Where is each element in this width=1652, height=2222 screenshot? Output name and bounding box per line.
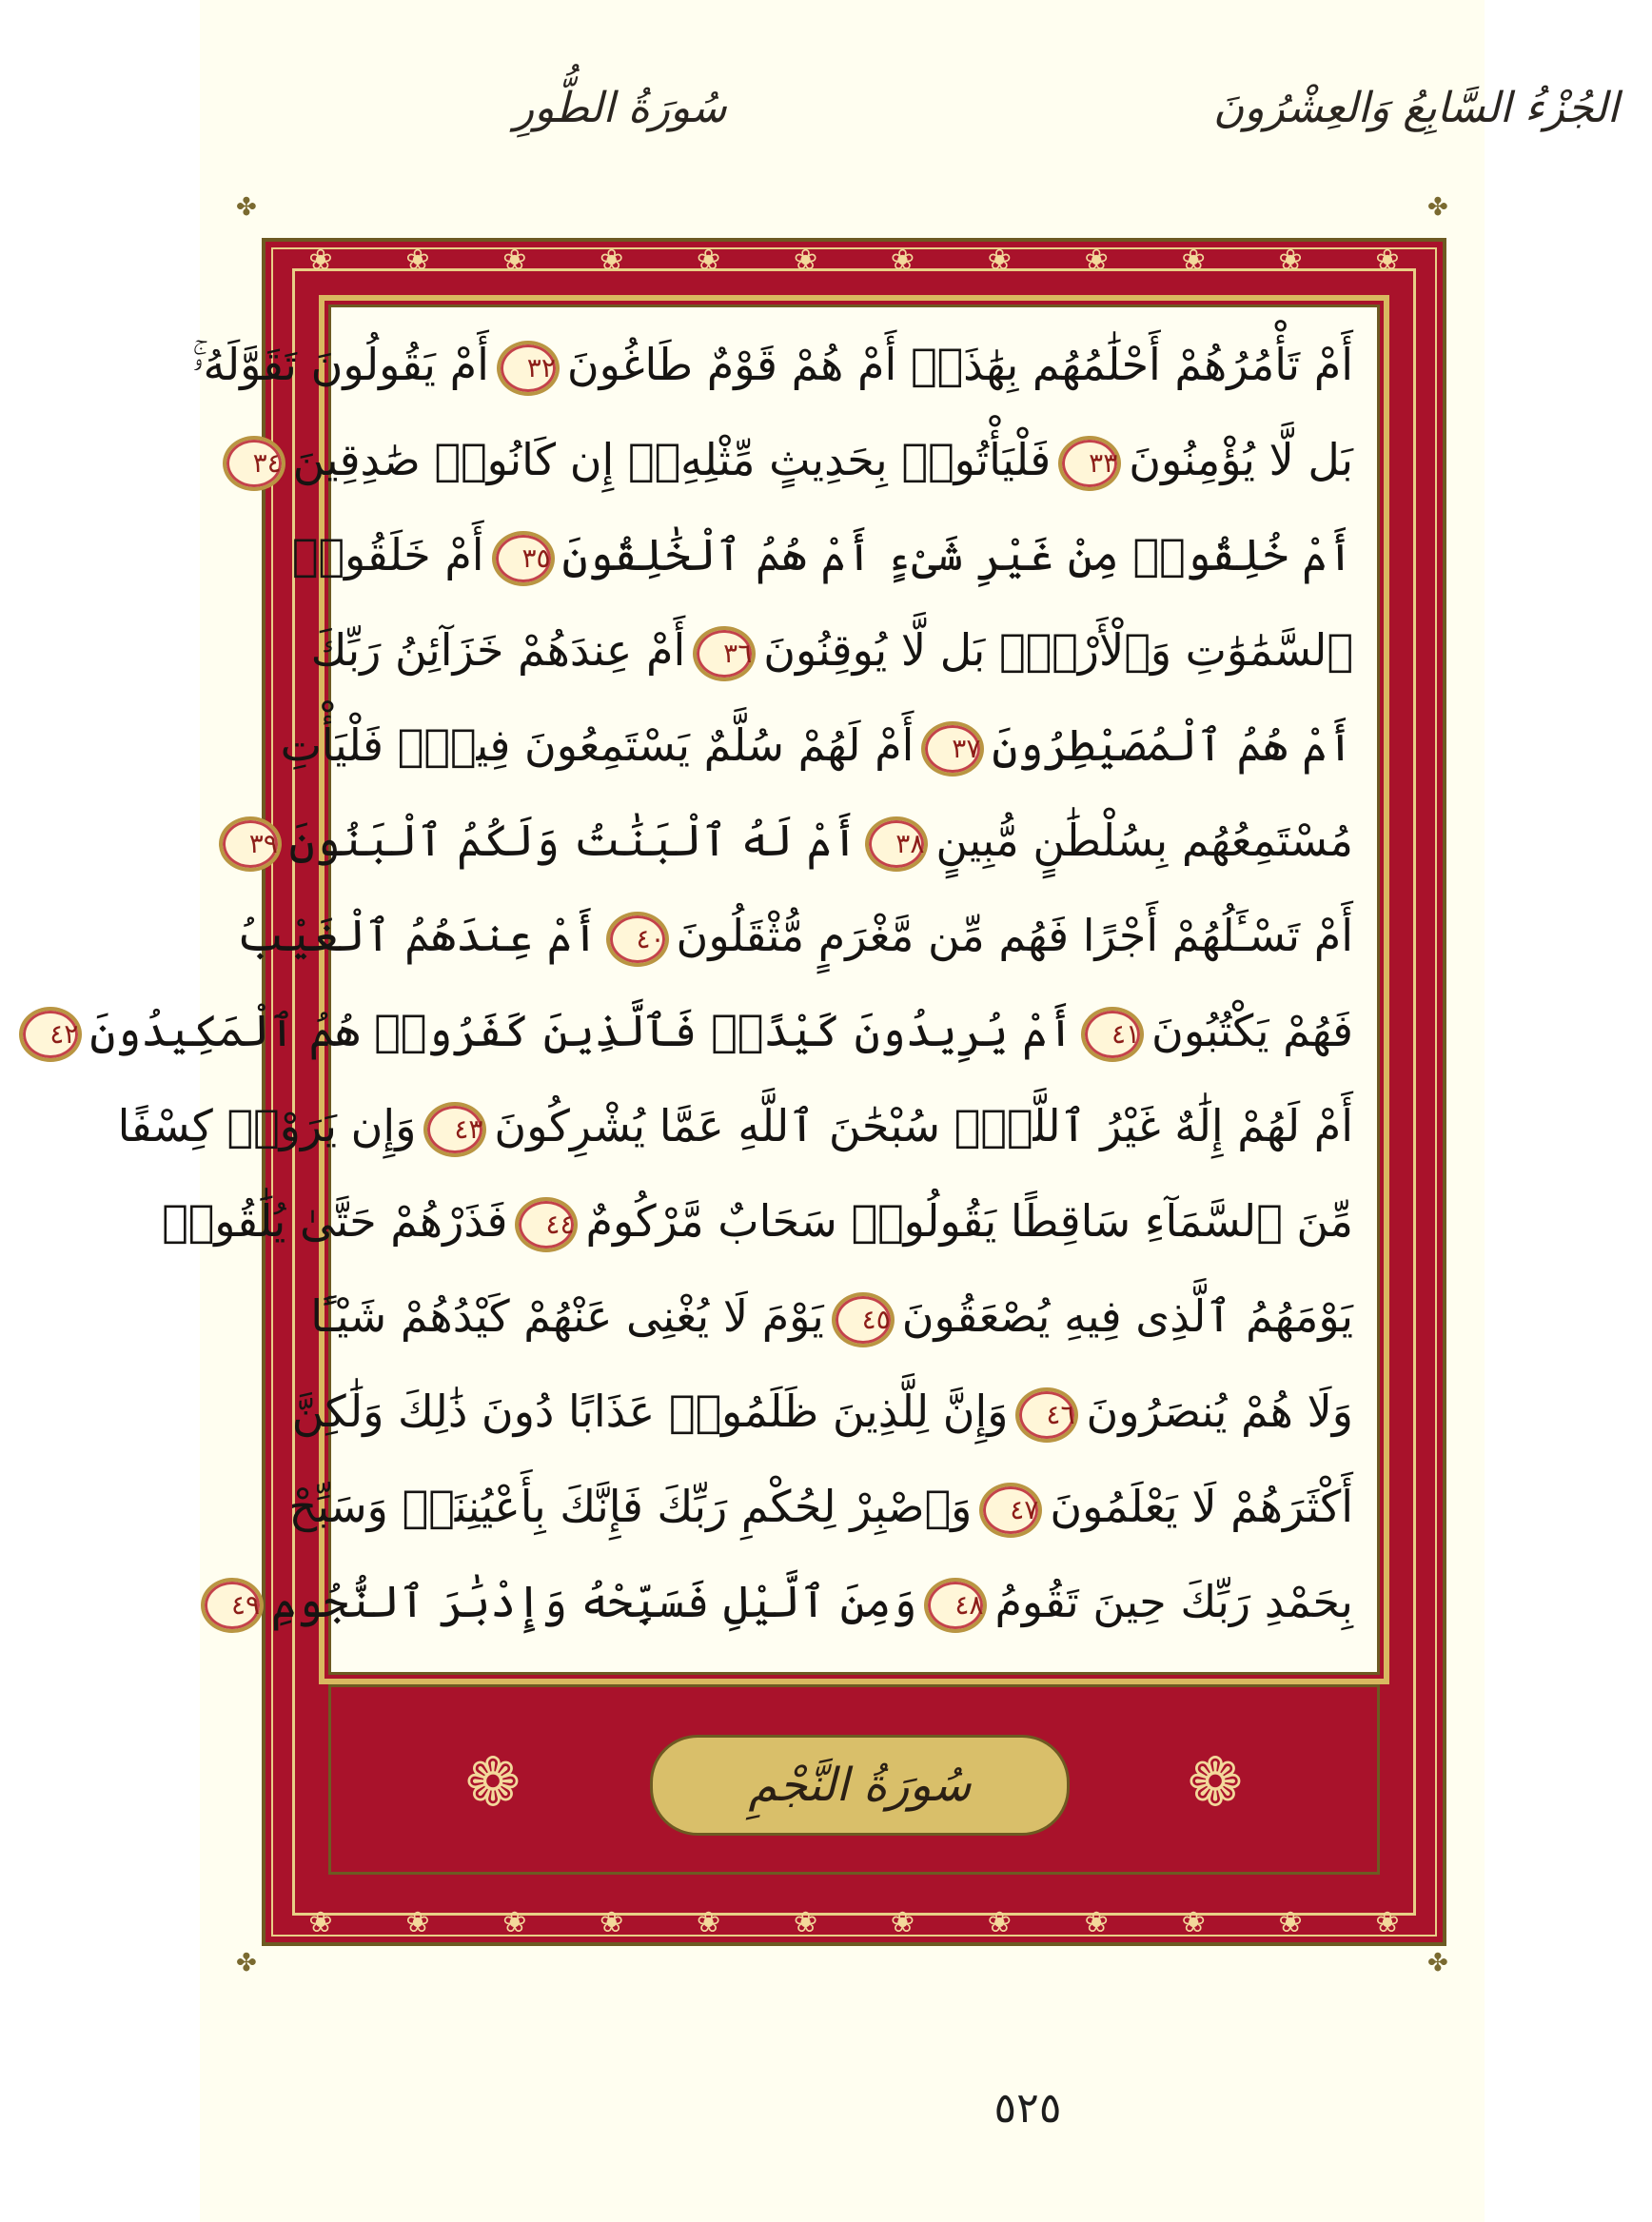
verse-line [191, 317, 1353, 412]
floral-motif-icon: ❀ [890, 1906, 914, 1939]
verse-line [288, 1459, 1353, 1554]
verse-line [291, 507, 1353, 602]
verse-line [291, 1364, 1353, 1459]
verse-text: ٱلسَّمَٰوَٰتِ وَٱلْأَرْضَۚ بَل لَّا يُوقِنُونَ [763, 624, 1353, 676]
verse-text: أَمْ لَهُمْ سُلَّمٌ يَسْتَمِعُونَ فِيهِۖ فَلْيَأْتِ [280, 719, 914, 771]
verse-line [280, 698, 1353, 793]
verse-line [252, 412, 1353, 507]
floral-motif-icon: ❀ [1084, 244, 1109, 277]
verse-line [236, 888, 1353, 983]
verse-text: أَمْ لَهُمْ إِلَٰهٌ غَيْرُ ٱللَّهِۚ سُبْحَٰنَ ٱللَّهِ عَمَّا يُشْرِكُونَ [494, 1100, 1353, 1151]
floral-motif-icon: ❀ [600, 244, 624, 277]
ayah-number-marker: ٤٤ [515, 1197, 578, 1252]
verse-text: أَمْ هُمُ ٱلْمُصَيْطِرُونَ [992, 719, 1353, 771]
verse-text: أَمْ تَسْـَٔلُهُمْ أَجْرًا فَهُم مِّن مَّغْرَمٍ مُّثْقَلُونَ [676, 910, 1353, 961]
verse-text: أَمْ خُلِقُوا۟ مِنْ غَيْرِ شَىْءٍ أَمْ هُمُ ٱلْخَٰلِقُونَ [561, 529, 1353, 580]
floral-motif-icon: ❀ [1375, 1906, 1400, 1939]
verse-text: وَلَا هُمْ يُنصَرُونَ [1086, 1386, 1353, 1437]
verse-text: أَمْ يُرِيدُونَ كَيْدًاۖ فَٱلَّذِينَ كَفَرُوا۟ هُمُ ٱلْمَكِيدُونَ [89, 1005, 1074, 1056]
floral-motif-icon: ❀ [405, 1906, 430, 1939]
verse-text: أَكْثَرَهُمْ لَا يَعْلَمُونَ [1050, 1481, 1353, 1532]
verse-text-panel [49, 305, 1380, 1675]
floral-motif-icon: ❀ [405, 244, 430, 277]
verse-text: مِّنَ ٱلسَّمَآءِ سَاقِطًا يَقُولُوا۟ سَحَابٌ مَّرْكُومٌ [585, 1195, 1353, 1247]
verse-text: أَمْ عِندَهُمْ خَزَآئِنُ رَبِّكَ [310, 624, 686, 676]
corner-ornament-icon: ✤ [236, 193, 257, 222]
ayah-number-marker: ٤٢ [19, 1007, 82, 1062]
ayah-number-marker: ٣٢ [497, 341, 560, 396]
verse-text: أَمْ عِندَهُمُ ٱلْغَيْبُ [236, 910, 599, 961]
corner-ornament-icon: ✤ [1427, 193, 1448, 222]
verse-text: بَل لَّا يُؤْمِنُونَ [1129, 434, 1353, 485]
surah-title-banner [328, 1684, 1380, 1875]
ayah-number-marker: ٣٥ [492, 531, 555, 586]
ayah-number-marker: ٣٨ [865, 816, 928, 872]
verse-text: وَإِنَّ لِلَّذِينَ ظَلَمُوا۟ عَذَابًا دُونَ ذَٰلِكَ وَلَٰكِنَّ [291, 1386, 1009, 1437]
verse-line [310, 602, 1353, 698]
verse-line [117, 1078, 1353, 1173]
verse-line [230, 1554, 1353, 1649]
ayah-number-marker: ٤٨ [924, 1578, 987, 1633]
verse-text: فَذَرْهُمْ حَتَّىٰ يُلَٰقُوا۟ [162, 1195, 508, 1247]
floral-motif-icon: ❀ [793, 244, 818, 277]
ayah-number-marker: ٤٩ [201, 1578, 264, 1633]
verse-text: وَٱصْبِرْ لِحُكْمِ رَبِّكَ فَإِنَّكَ بِأَعْيُنِنَاۖ وَسَبِّحْ [288, 1481, 973, 1532]
arabesque-ornament-icon: ❁ [1187, 1743, 1244, 1821]
verse-text: يَوْمَهُمُ ٱلَّذِى فِيهِ يُصْعَقُونَ [901, 1290, 1353, 1342]
page-number: ٥٢٥ [993, 2084, 1062, 2133]
corner-ornament-icon: ✤ [236, 1949, 257, 1977]
floral-motif-icon: ❀ [1181, 1906, 1206, 1939]
ayah-number-marker: ٣٧ [921, 721, 984, 777]
surah-name: سُورَةُ النَّجْمِ [748, 1759, 972, 1812]
ayah-number-marker: ٤٦ [1015, 1387, 1078, 1443]
verse-line [310, 1268, 1353, 1364]
ayah-number-marker: ٤٣ [423, 1102, 486, 1157]
ayah-number-marker: ٤٠ [606, 912, 669, 967]
floral-motif-icon: ❀ [987, 244, 1012, 277]
floral-motif-icon: ❀ [1278, 244, 1303, 277]
floral-motif-icon: ❀ [1278, 1906, 1303, 1939]
floral-motif-icon: ❀ [308, 244, 333, 277]
ayah-number-marker: ٤١ [1081, 1007, 1144, 1062]
surah-cartouche [650, 1735, 1070, 1836]
floral-motif-icon: ❀ [1375, 244, 1400, 277]
floral-motif-icon: ❀ [502, 1906, 527, 1939]
ayah-number-marker: ٣٩ [219, 816, 282, 872]
verse-line [248, 793, 1353, 888]
corner-ornament-icon: ✤ [1427, 1949, 1448, 1977]
ayah-number-marker: ٣٣ [1058, 436, 1121, 491]
floral-motif-icon: ❀ [697, 1906, 721, 1939]
verse-text: فَهُمْ يَكْتُبُونَ [1151, 1005, 1353, 1056]
floral-motif-icon: ❀ [1084, 1906, 1109, 1939]
ayah-number-marker: ٣٤ [223, 436, 285, 491]
verse-text: أَمْ خَلَقُوا۟ [291, 529, 484, 580]
floral-motif-icon: ❀ [308, 1906, 333, 1939]
verse-text: أَمْ يَقُولُونَ تَقَوَّلَهُۥۚ [191, 339, 489, 390]
frame-bottom-motifs [304, 1906, 1405, 1940]
juz-title: الجُزْءُ السَّابِعُ وَالعِشْرُونَ [1213, 84, 1620, 132]
frame-top-motifs [304, 244, 1405, 278]
ayah-number-marker: ٤٥ [832, 1292, 895, 1347]
verse-text: وَإِن يَرَوْا۟ كِسْفًا [117, 1100, 417, 1151]
verse-text: أَمْ تَأْمُرُهُمْ أَحْلَٰمُهُم بِهَٰذَآۚ أَمْ هُمْ قَوْمٌ طَاغُونَ [566, 339, 1353, 390]
floral-motif-icon: ❀ [793, 1906, 818, 1939]
floral-motif-icon: ❀ [1181, 244, 1206, 277]
verse-text: بِحَمْدِ رَبِّكَ حِينَ تَقُومُ [994, 1576, 1353, 1627]
verse-text: وَمِنَ ٱلَّيْلِ فَسَبِّحْهُ وَإِدْبَٰرَ ٱلنُّجُومِ [271, 1576, 917, 1627]
verse-text: فَلْيَأْتُوا۟ بِحَدِيثٍ مِّثْلِهِۦٓ إِن كَانُوا۟ صَٰدِقِينَ [292, 434, 1052, 485]
verse-line [49, 983, 1353, 1078]
verse-text: مُسْتَمِعُهُم بِسُلْطَٰنٍ مُّبِينٍ [935, 815, 1353, 866]
verse-text: يَوْمَ لَا يُغْنِى عَنْهُمْ كَيْدُهُمْ شَيْـًٔا [310, 1290, 824, 1342]
verse-text: أَمْ لَهُ ٱلْبَنَٰتُ وَلَكُمُ ٱلْبَنُونَ [288, 815, 858, 866]
ayah-number-marker: ٣٦ [693, 626, 756, 681]
floral-motif-icon: ❀ [600, 1906, 624, 1939]
surah-header-title: سُورَةُ الطُّورِ [514, 84, 727, 132]
floral-motif-icon: ❀ [987, 1906, 1012, 1939]
floral-motif-icon: ❀ [697, 244, 721, 277]
arabesque-ornament-icon: ❁ [464, 1743, 521, 1821]
floral-motif-icon: ❀ [502, 244, 527, 277]
ayah-number-marker: ٤٧ [979, 1483, 1042, 1538]
floral-motif-icon: ❀ [890, 244, 914, 277]
verse-line [162, 1173, 1353, 1268]
